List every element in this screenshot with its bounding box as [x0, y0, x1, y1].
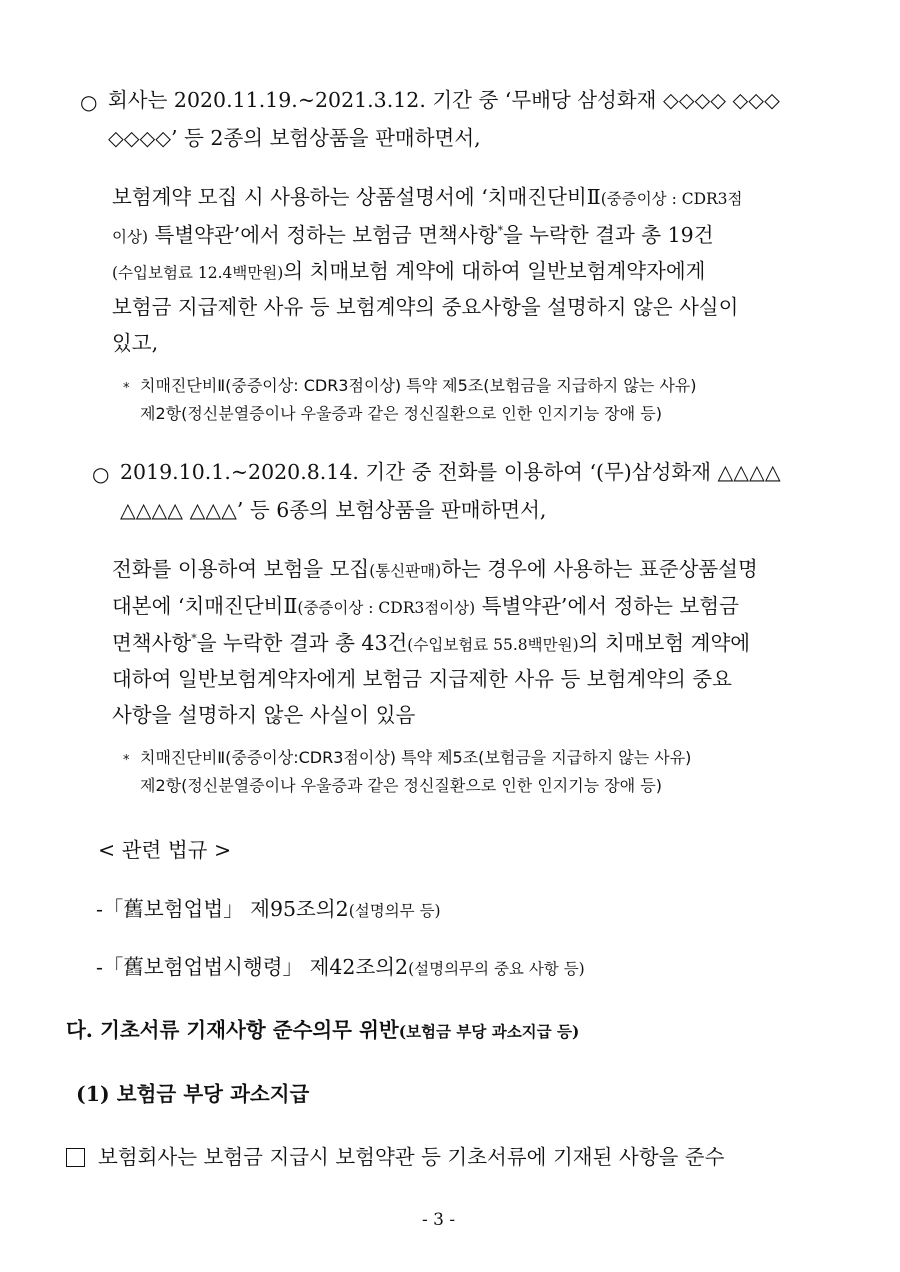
- p1-line5: 있고,: [112, 331, 159, 355]
- law-item-2: -「舊보험업법시행령」 제42조의2(설명의무의 중요 사항 등): [96, 955, 585, 979]
- p2-line3: 면책사항*을 누락한 결과 총 43건(수입보험료 55.8백만원)의 치매보험 계약에: [112, 631, 751, 655]
- n2-line2: 제2항(정신분열증이나 우울증과 같은 정신질환으로 인한 인지기능 장애 등): [140, 776, 662, 795]
- s1-line1: 회사는 2020.11.19.~2021.3.12. 기간 중 ‘무배당 삼성화재 ◇◇◇◇ ◇◇◇: [108, 88, 780, 112]
- p2-line4: 대하여 일반보험계약자에게 보험금 지급제한 사유 등 보험계약의 중요: [112, 667, 732, 691]
- section-heading-da: 다. 기초서류 기재사항 준수의무 위반(보험금 부당 과소지급 등): [66, 1018, 580, 1042]
- n2-line1: 치매진단비Ⅱ(중증이상:CDR3점이상) 특약 제5조(보험금을 지급하지 않는 사유): [140, 748, 692, 767]
- s2-line2: △△△△ △△△’ 등 6종의 보험상품을 판매하면서,: [120, 498, 547, 522]
- p2-line1: 전화를 이용하여 보험을 모집(통신판매)하는 경우에 사용하는 표준상품설명: [112, 557, 758, 581]
- n1-line1: 치매진단비Ⅱ(중증이상: CDR3점이상) 특약 제5조(보험금을 지급하지 않는 사유): [140, 376, 697, 395]
- p1-line2: 이상) 특별약관’에서 정하는 보험금 면책사항*을 누락한 결과 총 19건: [112, 223, 714, 247]
- s1-line2: ◇◇◇◇’ 등 2종의 보험상품을 판매하면서,: [108, 126, 481, 150]
- footnote-star: *: [123, 381, 130, 396]
- s2-line1: 2019.10.1.~2020.8.14. 기간 중 전화를 이용하여 ‘(무)삼성화재 △△△△: [120, 460, 781, 484]
- law-item-1: -「舊보험업법」 제95조의2(설명의무 등): [96, 897, 441, 921]
- square-bullet-icon: [66, 1148, 85, 1167]
- page-number: - 3 -: [422, 1210, 456, 1230]
- p1-line4: 보험금 지급제한 사유 등 보험계약의 중요사항을 설명하지 않은 사실이: [112, 295, 739, 319]
- bullet-circle: ○: [92, 462, 110, 486]
- p1-line1: 보험계약 모집 시 사용하는 상품설명서에 ‘치매진단비Ⅱ(중증이상 : CDR3점: [112, 185, 743, 209]
- footnote-star: *: [123, 753, 130, 768]
- p2-line5: 사항을 설명하지 않은 사실이 있음: [112, 703, 416, 727]
- subsection-heading-1: (1) 보험금 부당 과소지급: [76, 1082, 310, 1106]
- last-paragraph-line: 보험회사는 보험금 지급시 보험약관 등 기초서류에 기재된 사항을 준수: [98, 1145, 725, 1169]
- n1-line2: 제2항(정신분열증이나 우울증과 같은 정신질환으로 인한 인지기능 장애 등): [140, 404, 662, 423]
- p2-line2: 대본에 ‘치매진단비Ⅱ(중증이상 : CDR3점이상) 특별약관’에서 정하는 보험금: [112, 594, 739, 618]
- related-laws-heading: < 관련 법규 >: [98, 838, 232, 862]
- bullet-circle: ○: [80, 90, 98, 114]
- p1-line3: (수입보험료 12.4백만원)의 치매보험 계약에 대하여 일반보험계약자에게: [112, 259, 706, 283]
